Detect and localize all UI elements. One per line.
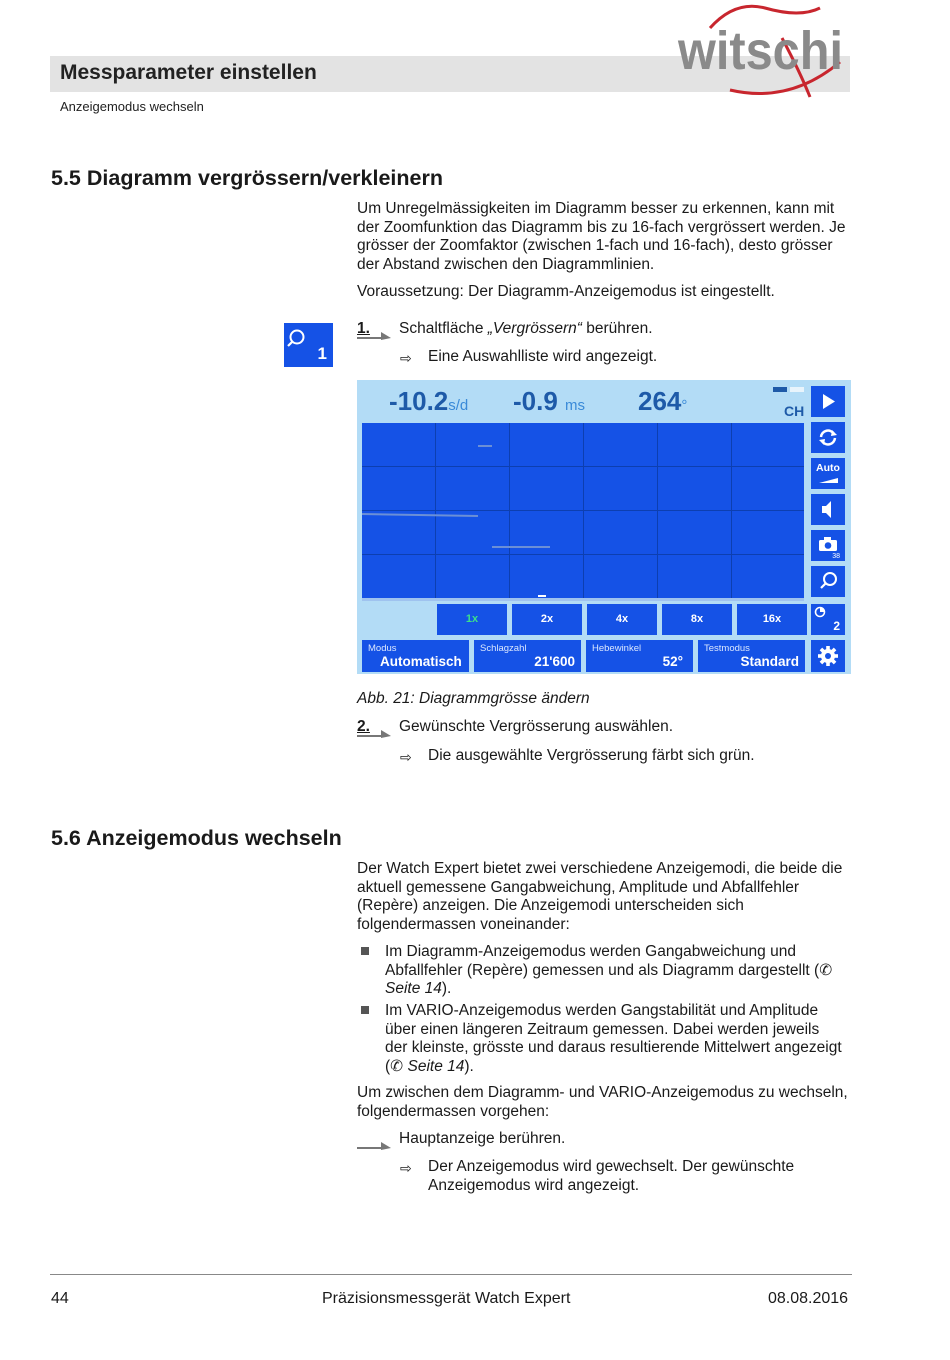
refresh-icon (811, 422, 845, 453)
info-beat-rate[interactable] (474, 640, 581, 672)
play-button[interactable] (811, 386, 845, 417)
diagram-trace (492, 546, 550, 548)
result-arrow-icon: ⇨ (400, 749, 412, 765)
bullet-item-vario: Im VARIO-Anzeigemodus werden Gangstabilität und Amplitude über einen längeren Zeitraum gemessen. Dabei werden jeweils der kleinste, grösste und daraus resultierende Mittelwert angezeigt (✆ Seite 14). (385, 1002, 842, 1075)
section-5-6-instructions: Um zwischen dem Diagramm- und VARIO-Anzeigemodus zu wechseln, folgendermassen vorgehen: (357, 1084, 848, 1120)
logo-text: witschi (677, 21, 843, 81)
channel-label: CH (784, 403, 805, 419)
speaker-icon (811, 494, 845, 525)
amplitude-readout[interactable]: 264° (638, 386, 688, 416)
channel-indicator (790, 387, 804, 392)
step-2-text: Gewünschte Vergrösserung auswählen. (399, 718, 673, 735)
step-2-result: Die ausgewählte Vergrösserung färbt sich grün. (428, 747, 755, 764)
bullet-marker (361, 947, 369, 955)
section-5-5-prerequisite: Voraussetzung: Der Diagramm-Anzeigemodus ist eingestellt. (357, 283, 775, 300)
result-arrow-icon: ⇨ (400, 350, 412, 366)
info-lift-angle-label: Hebewinkel (592, 643, 642, 654)
rate-readout[interactable]: -10.2s/d (389, 386, 469, 416)
info-mode-label: Modus (368, 643, 397, 654)
page-link[interactable]: Seite 14 (385, 980, 442, 997)
bullet-item-diagram: Im Diagramm-Anzeigemodus werden Gangabweichung und Abfallfehler (Repère) gemessen und als Diagramm dargestellt (✆ Seite 14). (385, 943, 833, 997)
info-lift-angle[interactable] (586, 640, 693, 672)
info-mode[interactable] (362, 640, 469, 672)
step-1-number: 1. (357, 320, 370, 337)
info-beat-rate-value: 21'600 (534, 654, 575, 669)
step-2-number: 2. (357, 718, 370, 735)
reset-button[interactable] (811, 422, 845, 453)
header-title: Messparameter einstellen (60, 61, 317, 84)
timer-button[interactable] (811, 604, 845, 635)
zoom-icon-number: 1 (317, 344, 327, 363)
diagram-area[interactable] (362, 423, 804, 599)
diagram-marker (538, 595, 546, 597)
diagram-trace (362, 513, 478, 517)
witschi-logo (670, 2, 850, 102)
magnifier-icon (811, 566, 845, 597)
step-arrow-icon (357, 1137, 391, 1151)
section-heading-5-6: 5.6 Anzeigemodus wechseln (51, 826, 342, 850)
figure-caption: Abb. 21: Diagrammgrösse ändern (357, 690, 590, 707)
info-beat-rate-label: Schlagzahl (480, 643, 527, 654)
info-test-mode-label: Testmodus (704, 643, 750, 654)
bullet-marker (361, 1006, 369, 1014)
sound-button[interactable] (811, 494, 845, 525)
level-icon (811, 458, 845, 489)
footer-divider (50, 1274, 852, 1275)
diagram-trace (478, 445, 492, 447)
info-mode-value: Automatisch (380, 654, 462, 669)
section-heading-5-5: 5.5 Diagramm vergrössern/verkleinern (51, 166, 443, 190)
footer-title: Präzisionsmessgerät Watch Expert (322, 1290, 571, 1307)
footer-page-number: 44 (51, 1290, 69, 1307)
zoom-4x-button[interactable]: 4x (587, 604, 657, 635)
auto-button[interactable] (811, 458, 845, 489)
channel-indicator (773, 387, 787, 392)
camera-count: 38 (832, 553, 840, 560)
step-1-text: Schaltfläche „Vergrössern“ berühren. (399, 320, 653, 337)
camera-button[interactable] (811, 530, 845, 561)
zoom-button-icon (284, 323, 333, 367)
step-result: Der Anzeigemodus wird gewechselt. Der gewünschte Anzeigemodus wird angezeigt. (428, 1158, 795, 1194)
page-ref-icon: ✆ (819, 961, 833, 979)
page-link[interactable]: Seite 14 (407, 1057, 465, 1075)
footer-date: 08.08.2016 (768, 1290, 849, 1307)
gear-icon (811, 640, 845, 672)
play-icon (811, 386, 845, 417)
zoom-1x-button[interactable]: 1x (437, 604, 507, 635)
settings-button[interactable] (811, 640, 845, 672)
info-test-mode[interactable] (698, 640, 805, 672)
step-1-result: Eine Auswahlliste wird angezeigt. (428, 348, 658, 365)
page-ref-icon: ✆ (390, 1057, 404, 1075)
zoom-16x-button[interactable]: 16x (737, 604, 807, 635)
section-5-6-intro: Der Watch Expert bietet zwei verschiedene Anzeigemodi, die beide die aktuell gemessene Gangabweichung, Amplitude und Abfallfehler (Repère) anzeigen. Die Anzeigemodi unterscheiden sich folgendermassen voneinander: (357, 860, 843, 933)
timer-count: 2 (833, 619, 840, 633)
zoom-button[interactable] (811, 566, 845, 597)
zoom-2x-button[interactable]: 2x (512, 604, 582, 635)
step-text: Hauptanzeige berühren. (399, 1130, 566, 1147)
zoom-8x-button[interactable]: 8x (662, 604, 732, 635)
device-screen (357, 380, 851, 674)
header-subtitle: Anzeigemodus wechseln (60, 99, 204, 114)
result-arrow-icon: ⇨ (400, 1160, 412, 1176)
beat-error-readout[interactable]: -0.9 ms (513, 386, 586, 416)
section-5-5-intro: Um Unregelmässigkeiten im Diagramm besser zu erkennen, kann mit der Zoomfunktion das Diagramm bis zu 16-fach vergrössert werden. Je grösser der Zoomfaktor (zwischen 1-fach und 16-fach), desto grösser der Abstand zwischen den Diagrammlinien. (357, 200, 846, 273)
info-test-mode-value: Standard (740, 654, 799, 669)
info-lift-angle-value: 52° (662, 654, 683, 669)
auto-label: Auto (816, 462, 840, 474)
